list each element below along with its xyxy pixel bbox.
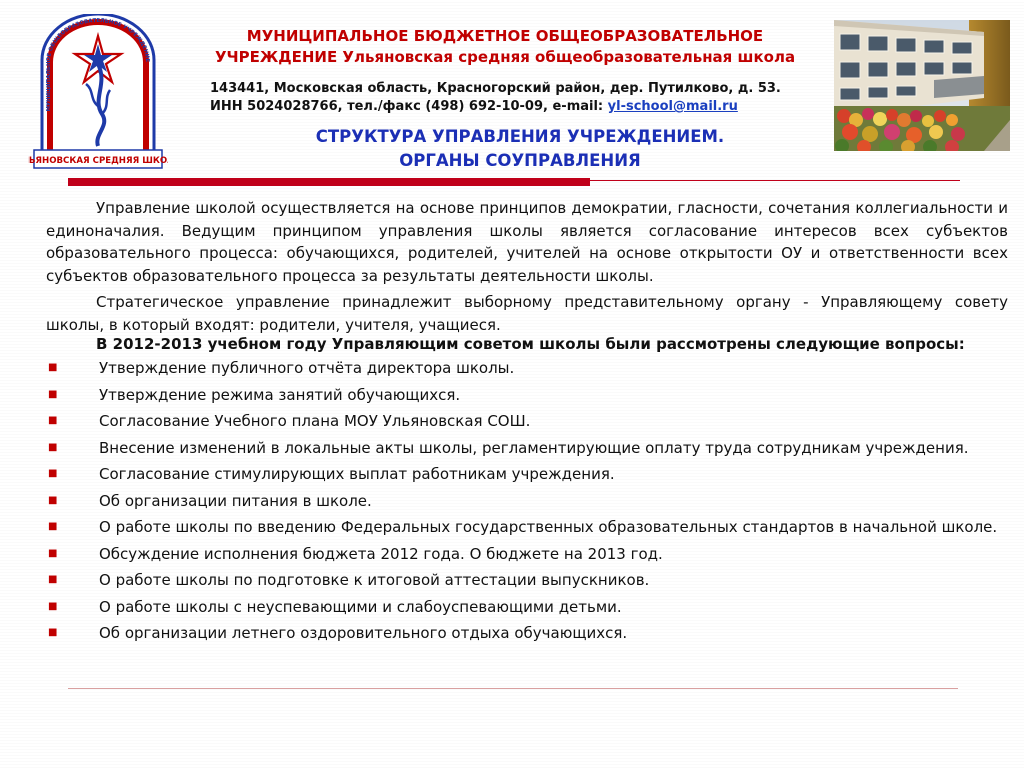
issues-list	[46, 357, 1008, 645]
list-item: ■ О работе школы с неуспевающими и слабоуспевающими детьми.	[46, 596, 1008, 619]
bullet-icon: ■	[48, 600, 58, 612]
bullet-icon: ■	[48, 415, 58, 426]
slide-title-line1: СТРУКТУРА УПРАВЛЕНИЯ УЧРЕЖДЕНИЕМ.	[315, 127, 725, 146]
list-item: ■ Об организации летнего оздоровительного отдыха обучающихся.	[46, 622, 1008, 645]
bullet-icon: ■	[48, 547, 58, 559]
contacts-line	[210, 98, 835, 116]
org-title	[175, 26, 835, 68]
list-item: ■ Согласование Учебного плана МОУ Ульяновская СОШ.	[46, 410, 1008, 433]
list-item: ■ Обсуждение исполнения бюджета 2012 года. О бюджете на 2013 год.	[46, 543, 1008, 566]
main-content	[46, 197, 1008, 649]
list-item: ■ Внесение изменений в локальные акты школы, регламентирующие оплату труда сотрудникам учреждения.	[46, 437, 1008, 460]
bullet-icon: ■	[48, 441, 58, 453]
paragraph-principles: Управление школой осуществляется на основе принципов демократии, гласности, сочетания коллегиальности и единоначалия. Ведущим принципом управления школы является согласование интересов всех субъектов образовательного процесса: обучающихся, родителей, учителей на основе открытости ОУ и ответственности всех субъектов образовательного процесса за результаты деятельности школы.	[46, 199, 1008, 285]
bullet-icon: ■	[48, 574, 58, 585]
list-item: ■ Согласование стимулирующих выплат работникам учреждения.	[46, 463, 1008, 486]
org-title-line2: УЧРЕЖДЕНИЕ Ульяновская средняя общеобразовательная школа	[214, 48, 796, 66]
header-divider-line	[590, 180, 960, 181]
org-title-line1: МУНИЦИПАЛЬНОЕ БЮДЖЕТНОЕ ОБЩЕОБРАЗОВАТЕЛЬНОЕ	[246, 27, 764, 45]
bullet-icon: ■	[48, 388, 58, 400]
paragraph-strategic: Стратегическое управление принадлежит выборному представительному органу - Управляющему совету школы, в который входят: родители, учителя, учащиеся.	[46, 293, 1008, 334]
email-link[interactable]: yl-school@mail.ru	[607, 99, 738, 114]
list-item: ■ О работе школы по введению Федеральных государственных образовательных стандартов в начальной школе.	[46, 516, 1008, 539]
header-divider-bar	[68, 178, 590, 186]
bullet-icon: ■	[48, 468, 58, 479]
bullet-icon: ■	[48, 521, 58, 532]
bullet-icon: ■	[48, 362, 58, 373]
bullet-icon: ■	[48, 627, 58, 638]
address-line: 143441, Московская область, Красногорский район, дер. Путилково, д. 53.	[210, 81, 781, 96]
school-logo	[28, 14, 168, 174]
list-item: ■ Об организации питания в школе.	[46, 490, 1008, 513]
logo-arc-text: МУНИЦИПАЛЬНОЕ ОБЩЕОБРАЗОВАТЕЛЬНОЕ УЧРЕЖДЕНИЕ	[45, 17, 151, 112]
issues-heading: В 2012-2013 учебном году Управляющим советом школы были рассмотрены следующие вопросы:	[96, 335, 965, 353]
slide-title-line2: ОРГАНЫ СОУПРАВЛЕНИЯ	[399, 151, 641, 170]
bullet-icon: ■	[48, 494, 58, 506]
list-item: ■ Утверждение режима занятий обучающихся.	[46, 384, 1008, 407]
list-item: ■ Утверждение публичного отчёта директора школы.	[46, 357, 1008, 380]
logo-bottom-text: ЬЯНОВСКАЯ СРЕДНЯЯ ШКО	[28, 156, 168, 166]
address-block	[210, 80, 835, 116]
slide-title	[210, 125, 830, 173]
footer-divider-line	[68, 688, 958, 689]
contacts-text: ИНН 5024028766, тел./факс (498) 692-10-09, e-mail:	[210, 99, 608, 114]
school-building-photo	[834, 20, 1010, 151]
list-item: ■ О работе школы по подготовке к итоговой аттестации выпускников.	[46, 569, 1008, 592]
